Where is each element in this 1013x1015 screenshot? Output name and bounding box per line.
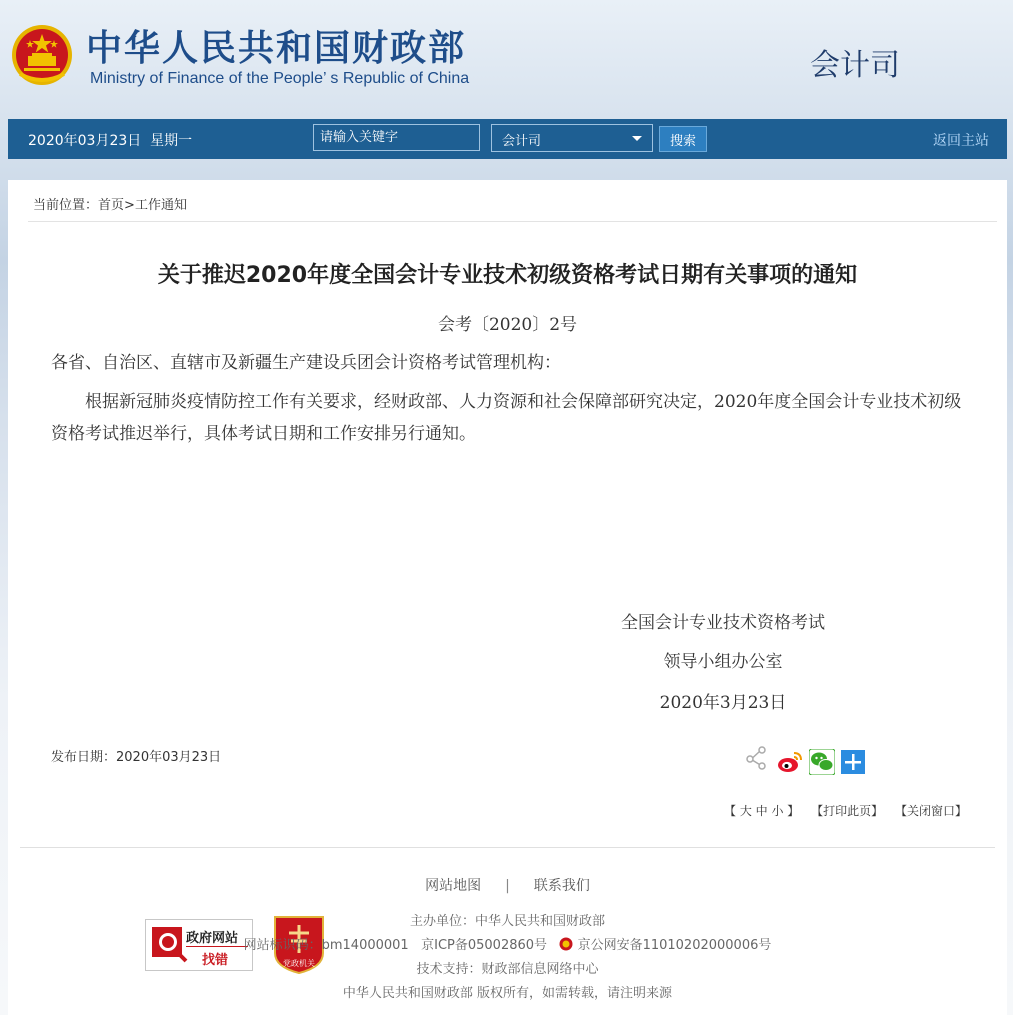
divider [28, 221, 997, 222]
footer-copyright: 中华人民共和国财政部 版权所有，如需转载，请注明来源 [342, 986, 673, 1001]
police-record-link[interactable]: 京公网安备11010202000006号 [577, 938, 772, 953]
site-title-cn: 中华人民共和国财政部 [86, 28, 467, 69]
article-body: 根据新冠肺炎疫情防控工作有关要求，经财政部、人力资源和社会保障部研究决定，2020年度全国会计专业技术初级资格考试推迟举行，具体考试日期和工作安排另行通知。 [51, 392, 962, 444]
signature-line-1: 全国会计专业技术资格考试 [621, 613, 825, 633]
signature-date: 2020年3月23日 [659, 693, 787, 713]
top-navbar [8, 119, 1007, 159]
main-content [8, 180, 1007, 1015]
return-home-link[interactable]: 返回主站 [933, 133, 989, 149]
police-badge-icon [559, 937, 573, 951]
breadcrumb-home-link[interactable]: 首页 [98, 198, 125, 213]
article-salutation: 各省、自治区、直辖市及新疆生产建设兵团会计资格考试管理机构： [51, 353, 561, 373]
publish-date [51, 746, 221, 765]
footer-divider [20, 847, 995, 848]
breadcrumb-section-link[interactable]: 工作通知 [134, 198, 187, 213]
department-select-value: 会计司 [502, 134, 542, 149]
wechat-icon[interactable] [809, 749, 835, 775]
footer-registration [8, 934, 1007, 953]
footer-links [8, 875, 1007, 895]
date-text: 2020年03月23日 [28, 133, 142, 149]
gov-badge-line-1: 政府网站 [186, 931, 239, 946]
share-icon[interactable] [745, 746, 769, 770]
footer-tech-support: 技术支持：财政部信息网络中心 [416, 962, 599, 977]
footer-separator: | [505, 878, 510, 894]
contact-link[interactable]: 联系我们 [533, 878, 590, 894]
page-tools [716, 802, 967, 819]
close-window-link[interactable]: 【关闭窗口】 [894, 804, 967, 818]
document-number: 会考〔2020〕2号 [437, 315, 578, 335]
search-input[interactable] [313, 124, 480, 151]
breadcrumb-separator: > [124, 198, 135, 213]
breadcrumb [33, 194, 187, 213]
search-button[interactable]: 搜索 [659, 126, 707, 152]
gov-badge-line-2: 找错 [202, 953, 229, 968]
icp-link[interactable]: 京ICP备05002860号 [421, 938, 548, 953]
department-name: 会计司 [810, 48, 900, 83]
site-title-en: Ministry of Finance of the People’ s Republic of China [90, 70, 470, 87]
footer-sponsor: 主办单位：中华人民共和国财政部 [409, 914, 605, 929]
current-date [28, 130, 192, 150]
weibo-icon[interactable] [777, 749, 803, 775]
breadcrumb-prefix: 当前位置： [33, 198, 99, 213]
party-badge-text: 党政机关 [283, 959, 315, 968]
site-id: 网站标识码：bm14000001 [243, 938, 409, 953]
publish-date-value: 2020年03月23日 [116, 750, 222, 765]
font-size-toggle[interactable]: 【 大 中 小 】 [724, 804, 800, 818]
more-share-icon[interactable] [841, 750, 865, 774]
caret-down-icon [632, 136, 642, 141]
weekday-text: 星期一 [150, 133, 193, 149]
publish-date-label: 发布日期： [51, 750, 117, 765]
department-select[interactable] [491, 124, 653, 152]
sitemap-link[interactable]: 网站地图 [425, 878, 482, 894]
site-header [0, 0, 1013, 118]
print-page-link[interactable]: 【打印此页】 [811, 804, 884, 818]
national-emblem-icon [10, 22, 74, 88]
article-title: 关于推迟2020年度全国会计专业技术初级资格考试日期有关事项的通知 [157, 263, 858, 288]
signature-line-2: 领导小组办公室 [663, 652, 783, 672]
